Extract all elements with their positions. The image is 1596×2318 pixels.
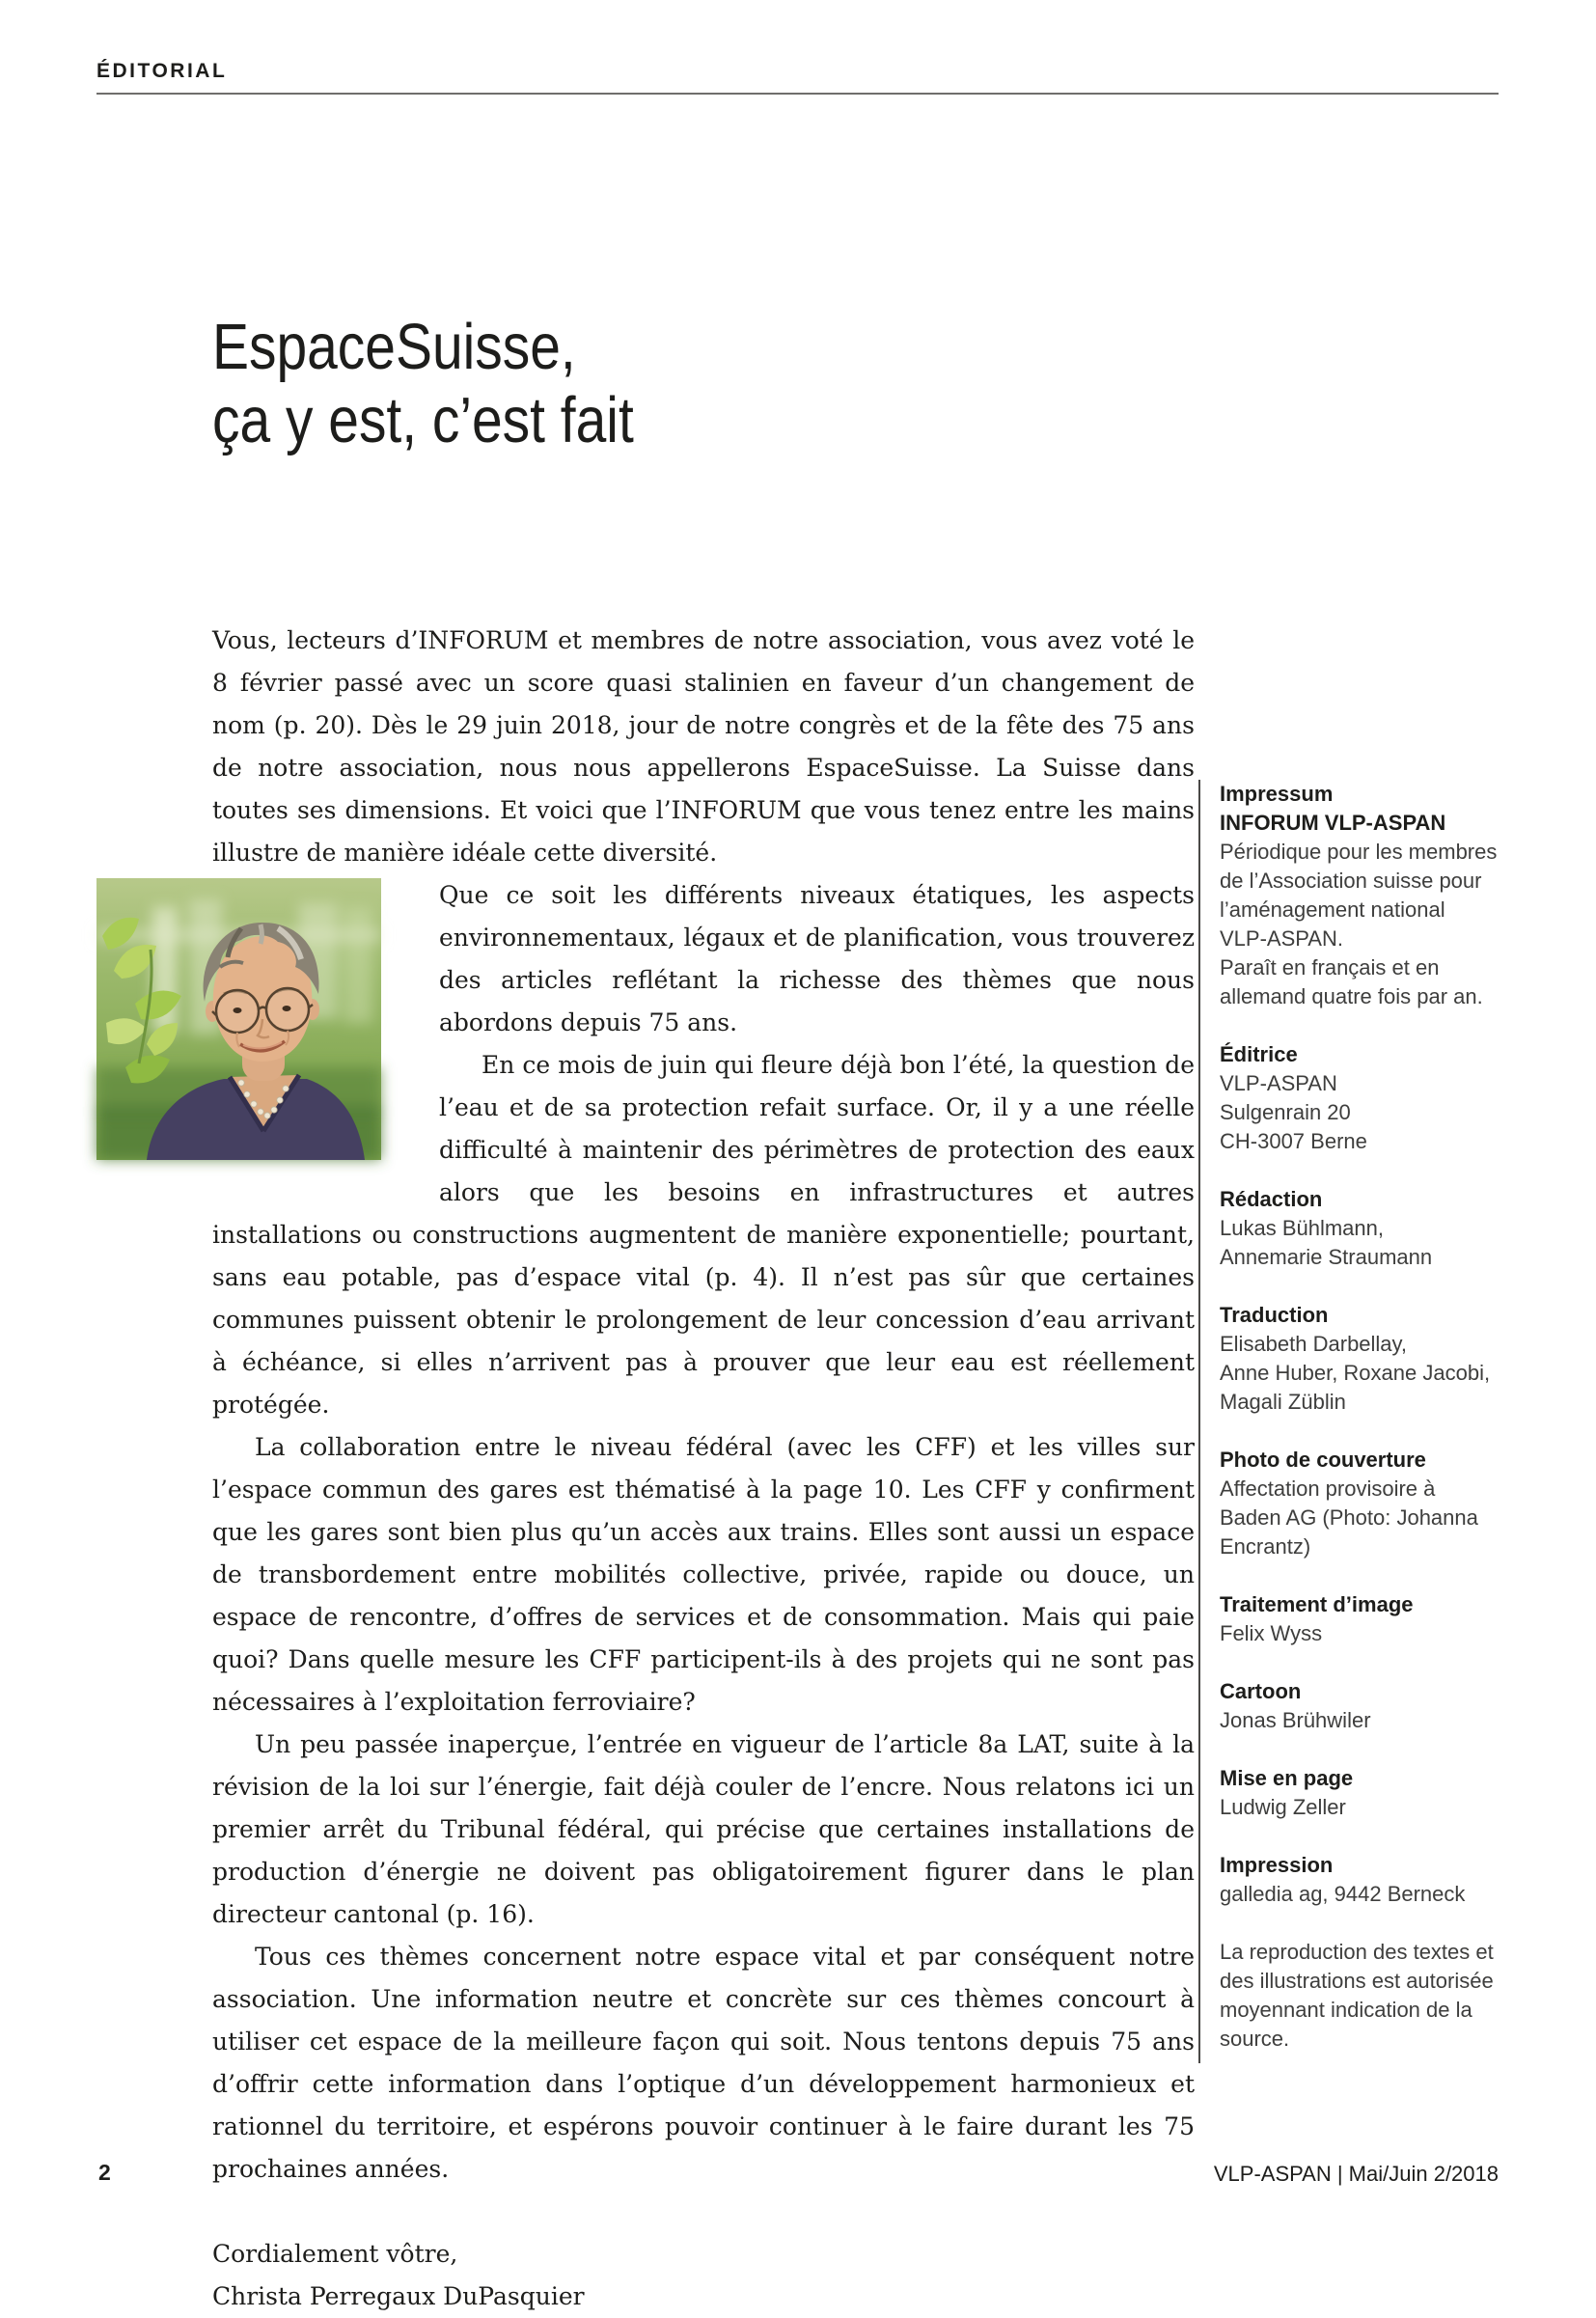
impressum-line: Anne Huber, Roxane Jacobi, xyxy=(1220,1361,1491,1385)
impressum-line: CH-3007 Berne xyxy=(1220,1129,1367,1153)
impressum-section xyxy=(1220,1677,1500,1735)
impressum-line: Annemarie Straumann xyxy=(1220,1245,1433,1269)
impressum-section-subtitle: INFORUM VLP-ASPAN xyxy=(1220,811,1446,835)
impressum-section xyxy=(1220,1590,1500,1648)
editorial-label: ÉDITORIAL xyxy=(96,60,228,82)
paragraph-with-photo xyxy=(212,874,1195,1044)
impressum-line: Felix Wyss xyxy=(1220,1621,1323,1645)
impressum-note-line: source. xyxy=(1220,2027,1290,2051)
impressum-section xyxy=(1220,1301,1500,1417)
impressum-section-title: Rédaction xyxy=(1220,1187,1323,1211)
body-column xyxy=(212,620,1195,2318)
impressum-section xyxy=(1220,1851,1500,1909)
impressum-line: Jonas Brühwiler xyxy=(1220,1708,1371,1732)
impressum-line: Affectation provisoire à xyxy=(1220,1476,1436,1501)
footer-page-number: 2 xyxy=(98,2160,111,2185)
impressum-note-line: des illustrations est autorisée xyxy=(1220,1969,1494,1993)
impressum-section xyxy=(1220,780,1500,1011)
impressum-section xyxy=(1220,1185,1500,1272)
impressum-line: VLP-ASPAN xyxy=(1220,1071,1337,1095)
impressum-line: allemand quatre fois par an. xyxy=(1220,984,1483,1008)
impressum-line: VLP-ASPAN. xyxy=(1220,926,1343,951)
impressum-line: Lukas Bühlmann, xyxy=(1220,1216,1384,1240)
impressum-section-title: Éditrice xyxy=(1220,1042,1298,1066)
impressum-line: Périodique pour les membres xyxy=(1220,840,1498,864)
impressum-line: Sulgenrain 20 xyxy=(1220,1100,1351,1124)
portrait-photo xyxy=(96,878,381,1160)
paragraph: Un peu passée inaperçue, l’entrée en vigueur de l’article 8a LAT, suite à la révision de la loi sur l’énergie, fait déjà couler de l’encre. Nous relatons ici un premier arrêt du Tribunal fédéral, qui précise que certaines installations de production d’énergie ne doivent pas obligatoirement figurer dans le plan directeur cantonal (p. 16). xyxy=(212,1730,1195,1928)
impressum-section-title: Cartoon xyxy=(1220,1679,1302,1703)
impressum-sidebar xyxy=(1198,780,1500,2063)
paragraph: Tous ces thèmes concernent notre espace vital et par conséquent notre association. Une information neutre et concrète sur ces thèmes concourt à utiliser cet espace de la meilleure façon qui soit. Nous tentons depuis 75 ans d’offrir cette information dans l’optique d’un développement harmonieux et rationnel du territoire, et espérons pouvoir continuer à le faire durant les 75 prochaines années. xyxy=(212,1943,1195,2183)
paragraph: La collaboration entre le niveau fédéral (avec les CFF) et les villes sur l’espace commun des gares est thématisé à la page 10. Les CFF y confirment que les gares sont bien plus qu’un accès aux trains. Elles sont aussi un espace de transbordement entre mobilités collective, privée, rapide ou douce, un espace de rencontre, d’offres de services et de consommation. Mais qui paie quoi? Dans quelle mesure les CFF participent-ils à des projets qui ne sont pas nécessaires à l’exploitation ferroviaire? xyxy=(212,1433,1195,1716)
paragraph: Vous, lecteurs d’INFORUM et membres de notre association, vous avez voté le 8 février passé avec un score quasi stalinien en faveur d’un changement de nom (p. 20). Dès le 29 juin 2018, jour de notre congrès et de la fête des 75 ans de notre association, nous nous appellerons EspaceSuisse. La Suisse dans toutes ses dimensions. Et voici que l’INFORUM que vous tenez entre les mains illustre de manière idéale cette diversité. xyxy=(212,626,1195,867)
header-rule xyxy=(96,93,1499,95)
impressum-note-line: moyennant indication de la xyxy=(1220,1998,1472,2022)
impressum-section-title: Photo de couverture xyxy=(1220,1448,1426,1472)
impressum-line: Encrantz) xyxy=(1220,1534,1311,1559)
footer-issue-label: VLP-ASPAN | Mai/Juin 2/2018 xyxy=(1213,2162,1499,2186)
impressum-section xyxy=(1220,1446,1500,1561)
impressum-line: Ludwig Zeller xyxy=(1220,1795,1346,1819)
impressum-section-title: Traduction xyxy=(1220,1303,1329,1327)
impressum-note-line: La reproduction des textes et xyxy=(1220,1940,1494,1964)
paragraph-text: Que ce soit les différents niveaux étatiques, les aspects environnementaux, légaux et de planification, vous trouverez des articles reflétant la richesse des thèmes que nous abordons depuis 75 ans. xyxy=(439,881,1195,1036)
impressum-section-title: Mise en page xyxy=(1220,1766,1354,1790)
impressum-section-title: Traitement d’image xyxy=(1220,1592,1414,1616)
signoff-line: Cordialement vôtre, xyxy=(212,2240,458,2268)
page-title xyxy=(212,311,634,457)
impressum-copyright-note xyxy=(1220,1938,1500,2054)
impressum-line: de l’Association suisse pour xyxy=(1220,869,1482,893)
impressum-line: Baden AG (Photo: Johanna xyxy=(1220,1505,1478,1530)
impressum-line: Elisabeth Darbellay, xyxy=(1220,1332,1408,1356)
impressum-section xyxy=(1220,1040,1500,1156)
impressum-line: galledia ag, 9442 Berneck xyxy=(1220,1882,1466,1906)
impressum-line: Paraît en français et en xyxy=(1220,955,1440,980)
impressum-line: l’aménagement national xyxy=(1220,897,1445,922)
page-title-line2: ça y est, c’est fait xyxy=(212,384,634,456)
signoff-name: Christa Perregaux DuPasquier xyxy=(212,2282,585,2310)
impressum-section-title: Impressum xyxy=(1220,782,1334,806)
paragraph: En ce mois de juin qui fleure déjà bon l’été, la question de l’eau et de sa protection refait surface. Or, il y a une réelle difficulté à maintenir des périmètres de protection des eaux alors que les besoins en infrastructures et autres installations ou constructions augmentent de manière exponentielle; pourtant, sans eau potable, pas d’espace vital (p. 4). Il n’est pas sûr que certaines communes puissent obtenir le prolongement de leur concession d’eau arrivant à échéance, si elles n’arrivent pas à prouver que leur eau est réellement protégée. xyxy=(212,1051,1195,1419)
impressum-section xyxy=(1220,1764,1500,1822)
impressum-section-title: Impression xyxy=(1220,1853,1334,1877)
page-title-line1: EspaceSuisse, xyxy=(212,311,576,383)
impressum-line: Magali Züblin xyxy=(1220,1390,1346,1414)
